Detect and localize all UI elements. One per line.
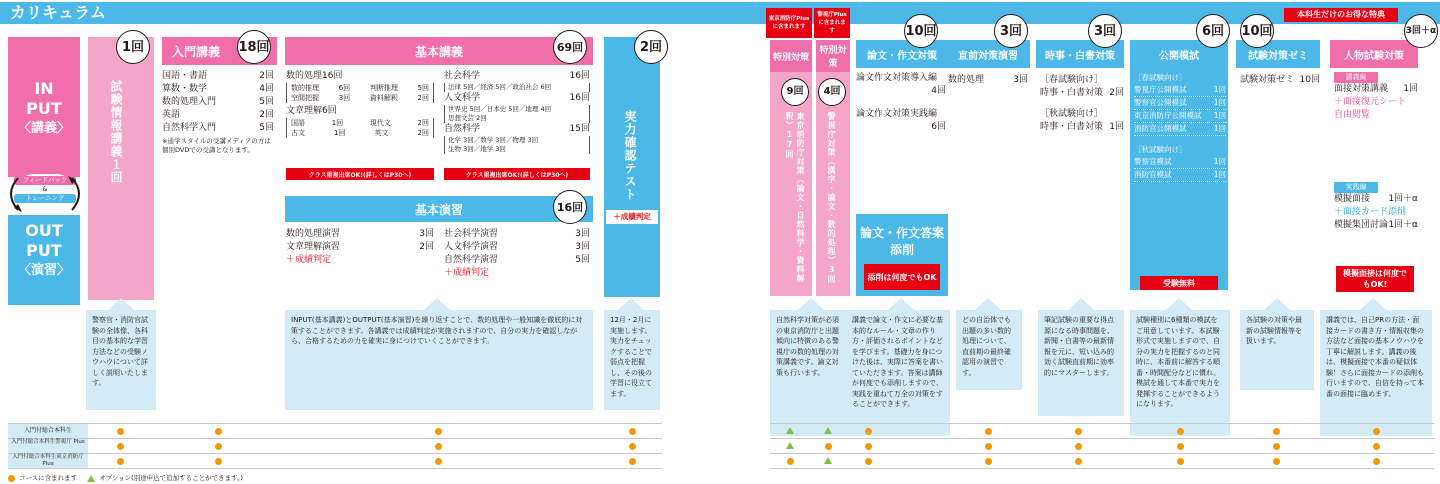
table-row-label: 入門付総合本科生: [8, 424, 88, 438]
pointer-icon: [975, 298, 1001, 310]
essay-list: 論文作文対策導入編 4回 論文作文対策実践編 6回: [856, 73, 946, 132]
special-desc: 自然科学対策が必須の東京消防庁と出題傾向に特徴のある警視庁の数的処理の対策講義です。論文対策も行います。: [770, 310, 850, 436]
special-benefit-badge: 本科生だけのお得な特典: [1284, 8, 1398, 22]
included-dot-icon: [435, 458, 442, 465]
included-dot-icon: [1373, 458, 1380, 465]
included-dot-icon: [117, 428, 124, 435]
included-dot-icon: [1373, 428, 1380, 435]
direct-desc: どの自治体でも出題の多い数的処理について、直前期の最終確認用の演習です。: [956, 310, 1022, 390]
mpd-plus-tag: 警視庁Plusに含まれます: [814, 8, 850, 38]
included-dot-icon: [1273, 443, 1280, 450]
included-dot-icon: [8, 475, 15, 482]
option-triangle-icon: [87, 475, 95, 482]
included-dot-icon: [215, 428, 222, 435]
pointer-icon: [1264, 298, 1290, 310]
count-badge: 3回＋α: [1404, 14, 1438, 48]
count-badge: 9回: [781, 78, 809, 106]
count-badge: 3回: [994, 14, 1028, 48]
current-desc: 筆記試験の重要な得点源になる時事問題を、新聞・白書等の最新情報を元に、短い込み的効く試験直前期に効率的にマスターします。: [1038, 310, 1124, 416]
interview-red-badge: 模擬面接は何度でもOK!: [1336, 266, 1414, 292]
mock-header: 公開模試: [1159, 50, 1199, 62]
count-badge: 6回: [1196, 14, 1230, 48]
option-triangle-icon: [786, 427, 794, 434]
option-triangle-icon: [786, 442, 794, 449]
input-block: IN PUT 〈講義〉: [8, 37, 80, 177]
pointer-icon: [798, 298, 824, 310]
included-dot-icon: [117, 458, 124, 465]
included-dot-icon: [865, 458, 872, 465]
interview-desc: 講義では、自己PRの方法・面接カードの書き方・情報収集の方法など面接の基本ノウハウを丁寧に解説します。講義の後は、模擬面接で本番の疑似体験！さらに面接カードの添削も行いますので、自信を持って本番の面接に臨めます。: [1320, 310, 1432, 436]
basic-header: 基本講義: [285, 37, 593, 65]
option-triangle-icon: [824, 457, 832, 464]
mock-desc: 試験種別に6種類の模試をご用意しています。本試験形式で実施しますので、自分の実力を把握するのと同時に、本番前に解答する順番・時間配分などに慣れ、模試を通して本番で実力を発揮することができるようになります。: [1130, 310, 1230, 436]
included-dot-icon: [985, 428, 992, 435]
practice-desc: INPUT(基本講義)とOUTPUT(基本演習)を繰り返すことで、数的処理や一般知識を徹底的に対策することができます。各講義では成績判定が実施されますので、自分の実力を確認しながら、合格するための力を確実に身につけていくことができます。: [285, 310, 593, 410]
intro-header: 入門講義: [162, 37, 277, 65]
exam-info-desc: 警察官・消防官試験の全体像、各科目の基本的な学習方法などの受験ノウハウについて詳しく説明いたします。: [86, 310, 156, 410]
legend: コースに含まれます オプション(別途申込で追加することができます。): [8, 474, 243, 483]
essay-header: 論文・作文対策: [856, 40, 948, 68]
practice-header: 基本演習: [285, 196, 593, 222]
count-badge: 2回: [634, 30, 668, 64]
grade-judgement: ＋成績判定: [606, 210, 658, 224]
table-row-label: 入門付総合本科生東京消防庁 Plus: [8, 454, 88, 468]
pointer-icon: [618, 298, 644, 310]
count-badge: 1回: [116, 30, 150, 64]
direct-header: 直前対策演習: [946, 40, 1030, 68]
pointer-icon: [424, 298, 450, 310]
count-badge: 18回: [237, 30, 271, 64]
basic-right: 社会科学 16回 法律 5回／経済 5回／政治社会 6回 人文科学 16回 世界史 5回／日本史 5回／地理 4回 思想文芸 2回 自然科学 15回 化学 3回／数学 3回／物理 3回 生物 3回／地学 3回: [444, 71, 590, 153]
practice-right: 社会科学演習 3回 人文科学演習 3回 自然科学演習 5回 ＋成績判定: [444, 229, 590, 278]
seminar-header: 試験対策ゼミ: [1236, 40, 1320, 68]
practice-left: 数的処理演習 3回 文章理解演習 2回 ＋成績判定: [286, 229, 434, 265]
included-dot-icon: [1177, 458, 1184, 465]
pointer-icon: [1360, 298, 1386, 310]
test-desc: 12月・2月に実施します。実力をチェックすることで弱点を把握し、その後の学習に役立てます。: [604, 310, 660, 410]
table-row-label: 入門付総合本科生警視庁 Plus: [8, 439, 88, 453]
essay-correction-box: 論文・作文答案添削: [856, 214, 948, 296]
option-triangle-icon: [824, 427, 832, 434]
count-badge: 3回: [1088, 14, 1122, 48]
special-text-1: 東京消防庁対策（論文・自然科学・資料解釈）17回: [785, 112, 805, 283]
seminar-item: 試験対策ゼミ 10回: [1240, 75, 1320, 85]
included-dot-icon: [1373, 443, 1380, 450]
pointer-icon: [1166, 298, 1192, 310]
seminar-desc: 各試験の対策や最新の試験情報等を扱います。: [1240, 310, 1314, 390]
essay-desc: 講義で論文・作文に必要な基本的なルール・文章の作り方・評価されるポイントなどを学びます。基礎力を身につけた後は、実際に答案を書いていただきます。答案は講師が何度でも添削しますので、実践を重ねて万全の対策をすることができます。: [846, 310, 950, 436]
pointer-icon: [1068, 298, 1094, 310]
page-title: カリキュラム: [10, 3, 106, 22]
included-dot-icon: [1273, 428, 1280, 435]
included-dot-icon: [629, 428, 636, 435]
mock-free-badge: 受験無料: [1140, 276, 1218, 290]
interview-header: 人物試験対策: [1330, 40, 1418, 68]
output-block: OUT PUT 〈演習〉: [8, 215, 80, 305]
tokyo-fire-plus-tag: 東京消防庁Plusに含まれます: [766, 8, 812, 38]
special-header-1: 特別対策: [770, 40, 812, 72]
included-dot-icon: [1075, 458, 1082, 465]
included-dot-icon: [215, 458, 222, 465]
current-header: 時事・白書対策: [1036, 40, 1124, 68]
included-dot-icon: [985, 458, 992, 465]
included-dot-icon: [1075, 428, 1082, 435]
count-badge: 16回: [553, 190, 587, 224]
included-dot-icon: [985, 443, 992, 450]
included-dot-icon: [865, 428, 872, 435]
count-badge: 4回: [818, 78, 846, 106]
included-dot-icon: [629, 443, 636, 450]
included-dot-icon: [1075, 443, 1082, 450]
exam-info-title: 試験情報講義１回: [109, 80, 123, 184]
test-title: 実力確認テスト: [623, 110, 637, 201]
included-dot-icon: [435, 428, 442, 435]
special-text-2: 警視庁対策（漢字・論文・数的処理）3回: [827, 112, 836, 284]
count-badge: 69回: [553, 30, 587, 64]
pointer-icon: [108, 298, 134, 310]
basic-left: 数的処理16回 数的推理 6回 判断推理 5回 空間把握 3回 資料解釈 2回 文章理解6回 国語 1回 現代文 2回 古文 1回 英文 2回: [286, 70, 434, 138]
included-dot-icon: [435, 443, 442, 450]
duplicate-ok-bar: クラス重複出席OK!(詳しくはP30へ): [286, 168, 434, 180]
included-dot-icon: [1273, 458, 1280, 465]
intro-list: 国語・書語 2回 算数・数学 4回 数的処理入門 5回 英語 2回 自然科学入門 5回 ※通学スタイルの受講メディアの方は個別DVDでの受講となります。: [162, 71, 274, 154]
interview-list: 講義編 面接対策講義 1回 ＋面接復元シート 自由閲覧 実践編 模擬面接 1回＋α ＋面接カード添削 模擬集団討論 1回＋α: [1334, 73, 1418, 230]
count-badge: 10回: [1240, 14, 1274, 48]
cycle-arrows-icon: [0, 168, 90, 220]
mock-list: ［春試験向け］ 警視庁公開模試 1回 警察官公開模試 1回 東京消防庁公開模試 1回 消防官公開模試 1回 ［秋試験向け］ 警察官模試 1回 消防官模試 1回: [1134, 72, 1226, 182]
included-dot-icon: [825, 443, 832, 450]
special-header-2: 特別対策: [816, 40, 850, 72]
included-dot-icon: [787, 458, 794, 465]
included-dot-icon: [865, 443, 872, 450]
pointer-icon: [888, 298, 914, 310]
feedback-label: フィードバック & トレーニング: [14, 174, 76, 214]
included-dot-icon: [1177, 428, 1184, 435]
included-dot-icon: [629, 458, 636, 465]
duplicate-ok-bar: クラス重複出席OK!(詳しくはP30へ): [444, 168, 590, 180]
essay-red-badge: 添削は何度でもOK: [864, 264, 940, 290]
current-list: ［春試験向け］ 時事・白書対策 2回 ［秋試験向け］ 時事・白書対策 1回: [1040, 75, 1124, 132]
included-dot-icon: [215, 443, 222, 450]
included-dot-icon: [117, 443, 124, 450]
direct-item: 数的処理 3回: [948, 75, 1028, 85]
count-badge: 10回: [904, 14, 938, 48]
included-dot-icon: [1177, 443, 1184, 450]
